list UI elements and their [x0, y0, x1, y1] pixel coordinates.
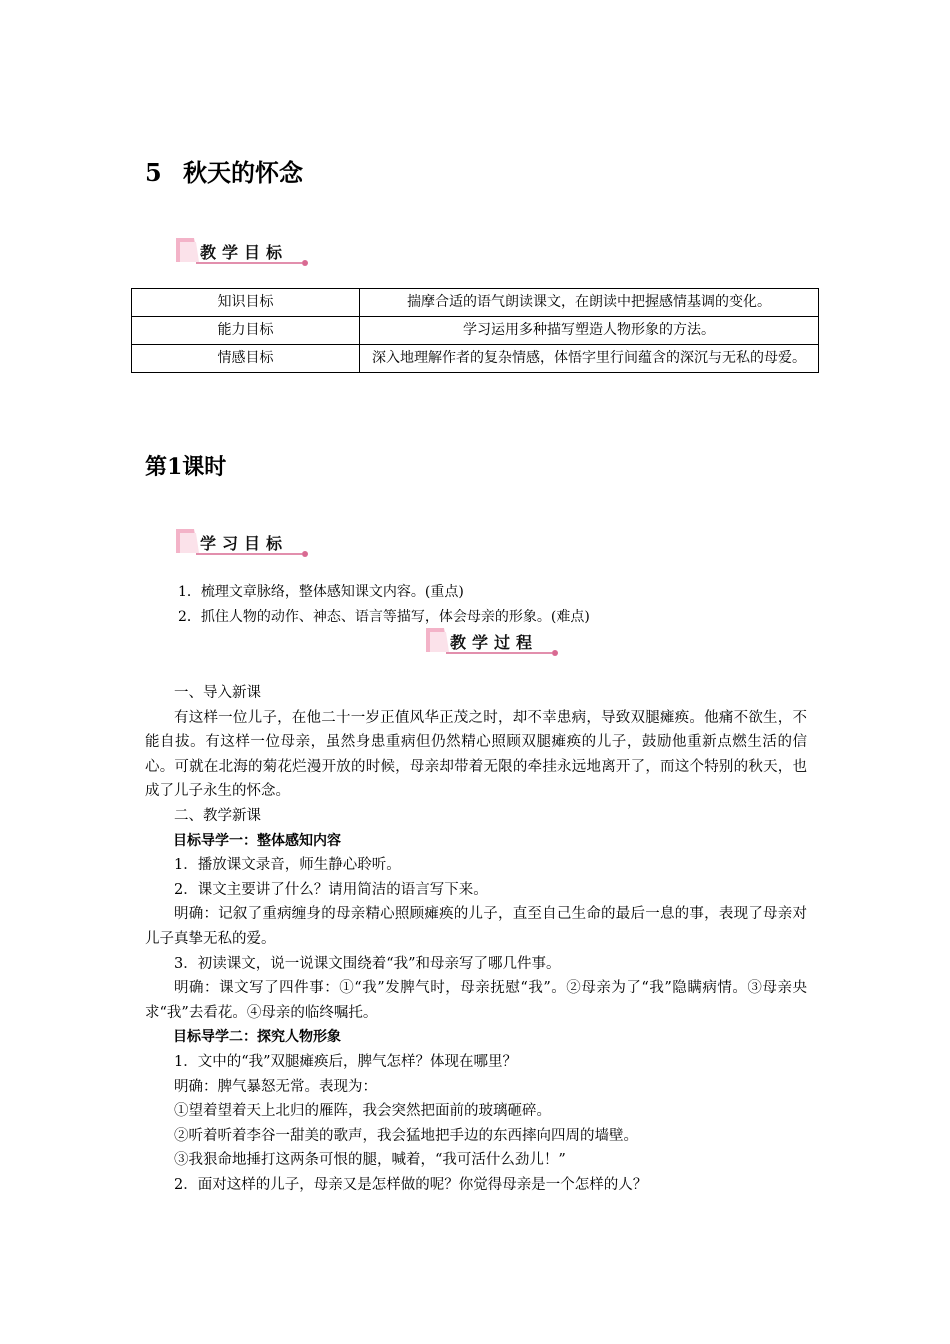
- list-item: 1．梳理文章脉络，整体感知课文内容。(重点): [178, 584, 464, 600]
- teaching-goals-badge: [176, 236, 316, 270]
- goals-table: [131, 288, 819, 373]
- table-row: [132, 317, 819, 345]
- learning-goals-label: 学习目标: [200, 534, 289, 553]
- subheading: 目标导学一：整体感知内容: [173, 832, 341, 849]
- goal-key: 能力目标: [132, 317, 360, 345]
- lesson-title: [145, 153, 303, 188]
- lesson-number: 5: [145, 158, 162, 187]
- teaching-goals-label: 教学目标: [200, 243, 289, 262]
- learning-goals-badge: [176, 527, 316, 561]
- paragraph: 明确：课文写了四件事：①“我”发脾气时，母亲抚慰“我”。②母亲为了“我”隐瞒病情。③母亲央求“我”去看花。④母亲的临终嘱托。: [145, 980, 807, 1021]
- paragraph: 3．初读课文，说一说课文围绕着“我”和母亲写了哪几件事。: [174, 955, 561, 972]
- paragraph: 明确：记叙了重病缠身的母亲精心照顾瘫痪的儿子，直至自己生命的最后一息的事，表现了母亲对儿子真挚无私的爱。: [145, 906, 807, 947]
- goal-value: 深入地理解作者的复杂情感，体悟字里行间蕴含的深沉与无私的母爱。: [360, 345, 819, 373]
- teaching-process-body: [145, 681, 807, 1197]
- paragraph: 2．面对这样的儿子，母亲又是怎样做的呢？你觉得母亲是一个怎样的人？: [174, 1176, 648, 1193]
- paragraph: 明确：脾气暴怒无常。表现为：: [174, 1078, 377, 1095]
- table-row: [132, 289, 819, 317]
- goal-key: 知识目标: [132, 289, 360, 317]
- paragraph: 一、导入新课: [174, 685, 261, 701]
- goal-value: 学习运用多种描写塑造人物形象的方法。: [360, 317, 819, 345]
- list-item: 2．抓住人物的动作、神态、语言等描写，体会母亲的形象。(难点): [178, 609, 590, 625]
- paragraph: ①望着望着天上北归的雁阵，我会突然把面前的玻璃砸碎。: [174, 1103, 551, 1120]
- paragraph: 2．课文主要讲了什么？请用简洁的语言写下来。: [174, 881, 488, 898]
- paragraph: ③我狠命地捶打这两条可恨的腿，喊着，“我可活什么劲儿！”: [174, 1152, 566, 1169]
- learning-goals-list: [178, 580, 590, 630]
- lesson-title-text: 秋天的怀念: [183, 158, 303, 187]
- teaching-process-badge: [426, 626, 566, 660]
- section-title: 第1课时: [145, 454, 227, 480]
- table-row: [132, 345, 819, 373]
- teaching-process-label: 教学过程: [450, 633, 539, 652]
- goal-value: 揣摩合适的语气朗读课文，在朗读中把握感情基调的变化。: [360, 289, 819, 317]
- paragraph: 有这样一位儿子，在他二十一岁正值风华正茂之时，却不幸患病，导致双腿瘫痪。他痛不欲生，不能自拔。有这样一位母亲，虽然身患重病但仍然精心照顾双腿瘫痪的儿子，鼓励他重新点燃生活的信心。可就在北海的菊花烂漫开放的时候，母亲却带着无限的牵挂永远地离开了，而这个特别的秋天，也成了儿子永生的怀念。: [145, 709, 807, 800]
- paragraph: 二、教学新课: [174, 807, 261, 824]
- paragraph: ②听着听着李谷一甜美的歌声，我会猛地把手边的东西摔向四周的墙壁。: [174, 1127, 638, 1144]
- paragraph: 1．播放课文录音，师生静心聆听。: [174, 857, 401, 874]
- goal-key: 情感目标: [132, 345, 360, 373]
- paragraph: 1．文中的“我”双腿瘫痪后，脾气怎样？体现在哪里？: [174, 1053, 518, 1070]
- subheading: 目标导学二：探究人物形象: [173, 1029, 341, 1046]
